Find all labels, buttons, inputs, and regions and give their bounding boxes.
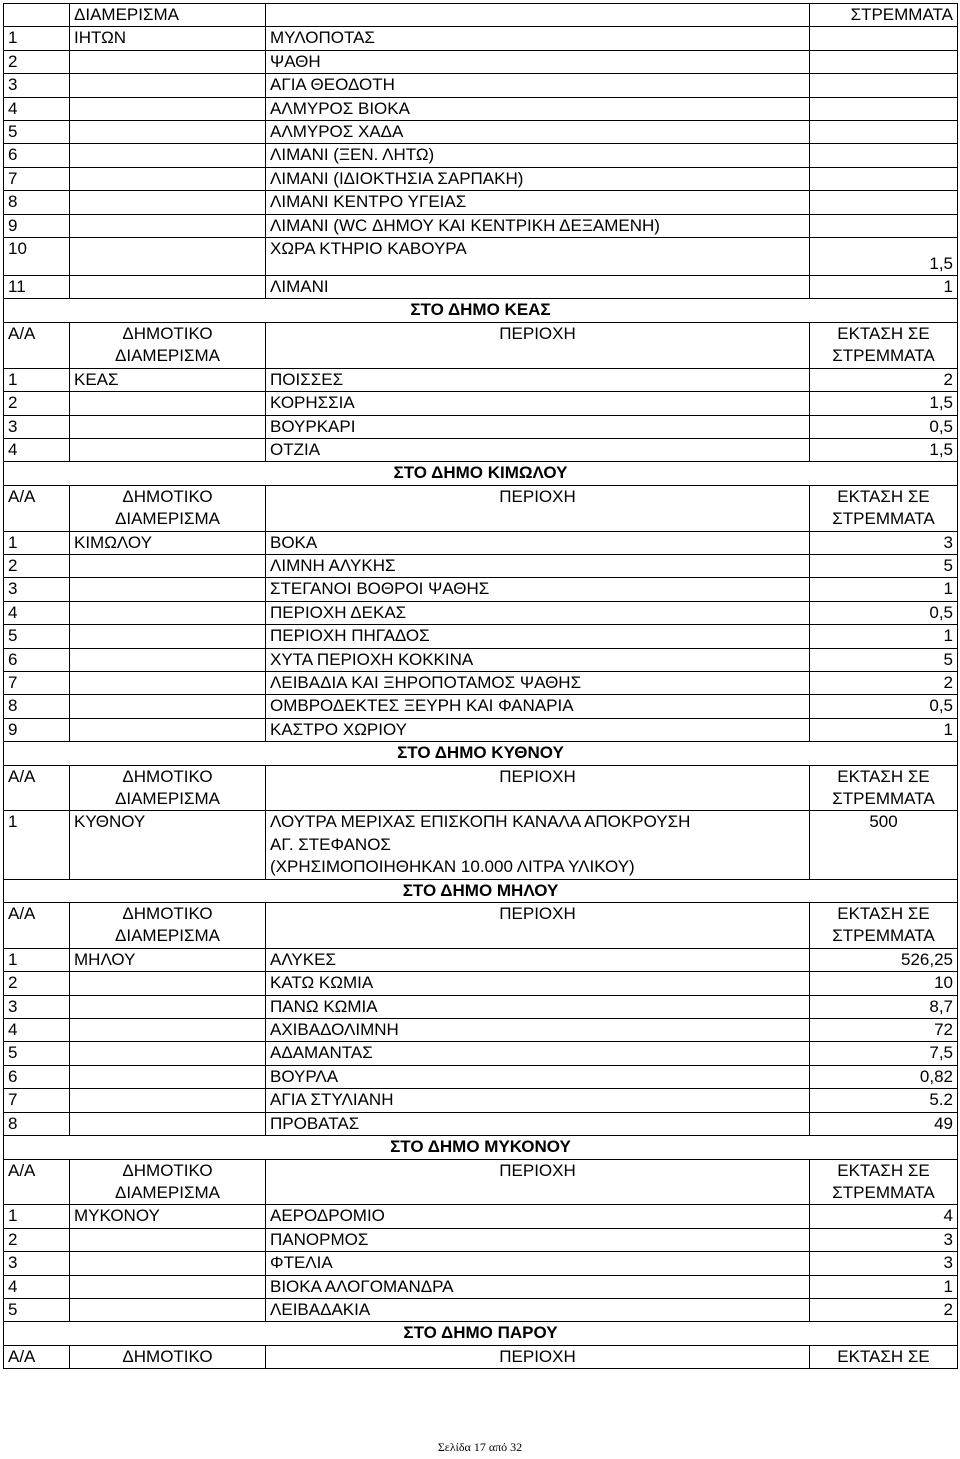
district-cell [70, 144, 266, 167]
table-row [4, 438, 958, 461]
place-cell: ΑΛΜΥΡΟΣ ΧΑΔΑ [266, 121, 810, 144]
table-row [4, 811, 958, 879]
area-cell [810, 167, 958, 190]
area-cell: 2 [810, 671, 958, 694]
row-number: 4 [4, 97, 70, 120]
header-district: ΔΙΑΜΕΡΙΣΜΑ [70, 4, 266, 27]
table-row [4, 1252, 958, 1275]
place-cell: ΒΟΥΡΚΑΡΙ [266, 415, 810, 438]
place-cell: ΑΛΜΥΡΟΣ ΒΙΟΚΑ [266, 97, 810, 120]
header-place: ΠΕΡΙΟΧΗ [266, 1345, 810, 1368]
area-cell: 2 [810, 368, 958, 391]
place-cell: ΟΜΒΡΟΔΕΚΤΕΣ ΞΕΥΡΗ ΚΑΙ ΦΑΝΑΡΙΑ [266, 695, 810, 718]
place-cell: ΛΕΙΒΑΔΙΑ ΚΑΙ ΞΗΡΟΠΟΤΑΜΟΣ ΨΑΘΗΣ [266, 671, 810, 694]
row-number: 7 [4, 167, 70, 190]
area-cell: 1,5 [810, 238, 958, 276]
place-cell: ΛΟΥΤΡΑ ΜΕΡΙΧΑΣ ΕΠΙΣΚΟΠΗ ΚΑΝΑΛΑ ΑΠΟΚΡΟΥΣΗ ΑΓ. ΣΤΕΦΑΝΟΣ (ΧΡΗΣΙΜΟΠΟΙΗΘΗΚΑΝ 10.000 ΛΙΤΡΑ ΥΛΙΚΟΥ) [266, 811, 810, 879]
section-title: ΣΤΟ ΔΗΜΟ ΜΥΚΟΝΟΥ [4, 1136, 958, 1159]
place-cell: ΠΑΝΩ ΚΩΜΙΑ [266, 995, 810, 1018]
row-number: 2 [4, 50, 70, 73]
row-number: 6 [4, 144, 70, 167]
area-cell: 1,5 [810, 438, 958, 461]
row-number: 1 [4, 27, 70, 50]
area-cell: 5 [810, 554, 958, 577]
row-number: 4 [4, 1019, 70, 1042]
district-cell [70, 1042, 266, 1065]
row-number: 9 [4, 214, 70, 237]
district-cell [70, 625, 266, 648]
row-number: 2 [4, 554, 70, 577]
row-number: 4 [4, 1275, 70, 1298]
row-number: 9 [4, 718, 70, 741]
row-number: 1 [4, 1205, 70, 1228]
row-number: 4 [4, 601, 70, 624]
area-cell: 1 [810, 1275, 958, 1298]
district-cell [70, 1112, 266, 1135]
header-extent: ΕΚΤΑΣΗ ΣΕ [810, 1345, 958, 1368]
row-number: 5 [4, 625, 70, 648]
place-cell: ΑΓΙΑ ΘΕΟΔΟΤΗ [266, 74, 810, 97]
district-cell [70, 601, 266, 624]
district-cell: ΚΙΜΩΛΟΥ [70, 531, 266, 554]
header-place: ΠΕΡΙΟΧΗ [266, 322, 810, 368]
area-cell: 5 [810, 648, 958, 671]
district-cell [70, 995, 266, 1018]
table-row [4, 74, 958, 97]
row-number: 5 [4, 1042, 70, 1065]
section-title-row [4, 879, 958, 902]
table-row [4, 1042, 958, 1065]
row-number: 1 [4, 368, 70, 391]
area-cell: 49 [810, 1112, 958, 1135]
district-cell [70, 1228, 266, 1251]
header-district: ΔΗΜΟΤΙΚΟ [70, 1345, 266, 1368]
row-number: 6 [4, 648, 70, 671]
section-title: ΣΤΟ ΔΗΜΟ ΠΑΡΟΥ [4, 1322, 958, 1345]
row-number: 7 [4, 671, 70, 694]
district-cell [70, 695, 266, 718]
table-row [4, 144, 958, 167]
table-row [4, 1228, 958, 1251]
place-cell: ΛΙΜΑΝΙ (ΞΕΝ. ΛΗΤΩ) [266, 144, 810, 167]
table-row [4, 167, 958, 190]
table-row [4, 1089, 958, 1112]
section-title: ΣΤΟ ΔΗΜΟ ΚΕΑΣ [4, 299, 958, 322]
table-row [4, 1205, 958, 1228]
table-row [4, 1019, 958, 1042]
district-cell [70, 191, 266, 214]
section-title: ΣΤΟ ΔΗΜΟ ΚΙΜΩΛΟΥ [4, 462, 958, 485]
column-header-row [4, 485, 958, 531]
table-row [4, 121, 958, 144]
place-cell: ΠΕΡΙΟΧΗ ΠΗΓΑΔΟΣ [266, 625, 810, 648]
place-cell: ΛΙΜΑΝΙ [266, 276, 810, 299]
table-row [4, 238, 958, 276]
area-cell: 5.2 [810, 1089, 958, 1112]
place-cell: ΚΑΤΩ ΚΩΜΙΑ [266, 972, 810, 995]
area-cell: 500 [810, 811, 958, 879]
page-footer: Σελίδα 17 από 32 [437, 1440, 523, 1454]
header-district: ΔΗΜΟΤΙΚΟ ΔΙΑΜΕΡΙΣΜΑ [70, 903, 266, 949]
table-row [4, 415, 958, 438]
table-row [4, 671, 958, 694]
district-cell [70, 1252, 266, 1275]
table-row [4, 995, 958, 1018]
place-cell: ΑΛΥΚΕΣ [266, 948, 810, 971]
area-cell: 1 [810, 276, 958, 299]
row-number: 3 [4, 995, 70, 1018]
table-row [4, 972, 958, 995]
place-cell: ΠΡΟΒΑΤΑΣ [266, 1112, 810, 1135]
place-cell: ΛΙΜΑΝΙ (ΙΔΙΟΚΤΗΣΙΑ ΣΑΡΠΑΚΗ) [266, 167, 810, 190]
place-cell: ΒΟΥΡΛΑ [266, 1065, 810, 1088]
place-cell: ΑΧΙΒΑΔΟΛΙΜΝΗ [266, 1019, 810, 1042]
column-header-row [4, 765, 958, 811]
area-cell: 1 [810, 578, 958, 601]
district-cell [70, 1275, 266, 1298]
header-district: ΔΗΜΟΤΙΚΟ ΔΙΑΜΕΡΙΣΜΑ [70, 322, 266, 368]
area-cell [810, 50, 958, 73]
area-cell: 3 [810, 531, 958, 554]
place-cell: ΒΙΟΚΑ ΑΛΟΓΟΜΑΝΔΡΑ [266, 1275, 810, 1298]
district-cell: ΜΥΚΟΝΟΥ [70, 1205, 266, 1228]
table-row [4, 948, 958, 971]
header-aa: Α/Α [4, 1159, 70, 1205]
row-number: 1 [4, 811, 70, 879]
district-cell [70, 238, 266, 276]
row-number: 3 [4, 74, 70, 97]
header-area: ΣΤΡΕΜΜΑΤΑ [810, 4, 958, 27]
section-title-row [4, 1136, 958, 1159]
table-row [4, 1275, 958, 1298]
table-row [4, 578, 958, 601]
row-number: 2 [4, 1228, 70, 1251]
district-cell [70, 1298, 266, 1321]
section-title-row [4, 1322, 958, 1345]
table-row [4, 1065, 958, 1088]
district-cell [70, 392, 266, 415]
place-cell: ΛΙΜΑΝΙ (WC ΔΗΜΟΥ ΚΑΙ ΚΕΝΤΡΙΚΗ ΔΕΞΑΜΕΝΗ) [266, 214, 810, 237]
header-aa: Α/Α [4, 1345, 70, 1368]
header-aa: Α/Α [4, 322, 70, 368]
district-cell [70, 1019, 266, 1042]
place-cell: ΣΤΕΓΑΝΟΙ ΒΟΘΡΟΙ ΨΑΘΗΣ [266, 578, 810, 601]
area-cell: 0,5 [810, 415, 958, 438]
header-place: ΠΕΡΙΟΧΗ [266, 903, 810, 949]
row-number: 11 [4, 276, 70, 299]
district-cell [70, 972, 266, 995]
column-header-row [4, 322, 958, 368]
table-row [4, 625, 958, 648]
district-cell: ΜΗΛΟΥ [70, 948, 266, 971]
area-cell [810, 121, 958, 144]
place-cell: ΒΟΚΑ [266, 531, 810, 554]
place-cell: ΧΥΤΑ ΠΕΡΙΟΧΗ ΚΟΚΚΙΝΑ [266, 648, 810, 671]
place-cell: ΟΤΖΙΑ [266, 438, 810, 461]
district-cell [70, 167, 266, 190]
area-cell: 3 [810, 1228, 958, 1251]
area-cell: 1 [810, 718, 958, 741]
header-district: ΔΗΜΟΤΙΚΟ ΔΙΑΜΕΡΙΣΜΑ [70, 485, 266, 531]
header-place: ΠΕΡΙΟΧΗ [266, 765, 810, 811]
area-cell [810, 144, 958, 167]
area-cell [810, 74, 958, 97]
table-row [4, 695, 958, 718]
section-title: ΣΤΟ ΔΗΜΟ ΚΥΘΝΟΥ [4, 742, 958, 765]
district-cell: ΚΕΑΣ [70, 368, 266, 391]
area-cell: 0,82 [810, 1065, 958, 1088]
area-cell: 1 [810, 625, 958, 648]
table-row [4, 50, 958, 73]
district-cell [70, 1089, 266, 1112]
district-cell [70, 50, 266, 73]
place-cell: ΦΤΕΛΙΑ [266, 1252, 810, 1275]
section-title-row [4, 742, 958, 765]
table-row [4, 27, 958, 50]
area-cell: 8,7 [810, 995, 958, 1018]
area-cell [810, 97, 958, 120]
header-district: ΔΗΜΟΤΙΚΟ ΔΙΑΜΕΡΙΣΜΑ [70, 1159, 266, 1205]
row-number: 4 [4, 438, 70, 461]
municipal-areas-table [3, 3, 958, 1369]
row-number: 3 [4, 578, 70, 601]
header-aa: Α/Α [4, 903, 70, 949]
header-district: ΔΗΜΟΤΙΚΟ ΔΙΑΜΕΡΙΣΜΑ [70, 765, 266, 811]
place-cell: ΠΕΡΙΟΧΗ ΔΕΚΑΣ [266, 601, 810, 624]
area-cell [810, 27, 958, 50]
district-cell [70, 554, 266, 577]
row-number: 1 [4, 948, 70, 971]
table-row [4, 554, 958, 577]
place-cell: ΑΓΙΑ ΣΤΥΛΙΑΝΗ [266, 1089, 810, 1112]
column-header-row [4, 1159, 958, 1205]
place-cell: ΚΑΣΤΡΟ ΧΩΡΙΟΥ [266, 718, 810, 741]
table-row [4, 97, 958, 120]
place-cell: ΠΑΝΟΡΜΟΣ [266, 1228, 810, 1251]
table-row [4, 1298, 958, 1321]
continued-header-row [4, 4, 958, 27]
district-cell [70, 214, 266, 237]
district-cell [70, 438, 266, 461]
district-cell [70, 718, 266, 741]
place-cell: ΛΕΙΒΑΔΑΚΙΑ [266, 1298, 810, 1321]
area-cell: 0,5 [810, 695, 958, 718]
header-place: ΠΕΡΙΟΧΗ [266, 1159, 810, 1205]
column-header-row [4, 903, 958, 949]
row-number: 8 [4, 191, 70, 214]
header-cell [4, 4, 70, 27]
row-number: 1 [4, 531, 70, 554]
row-number: 5 [4, 121, 70, 144]
row-number: 3 [4, 1252, 70, 1275]
place-cell: ΧΩΡΑ ΚΤΗΡΙΟ ΚΑΒΟΥΡΑ [266, 238, 810, 276]
header-aa: Α/Α [4, 485, 70, 531]
district-cell [70, 415, 266, 438]
header-extent: ΕΚΤΑΣΗ ΣΕ ΣΤΡΕΜΜΑΤΑ [810, 485, 958, 531]
row-number: 2 [4, 972, 70, 995]
place-cell: ΜΥΛΟΠΟΤΑΣ [266, 27, 810, 50]
area-cell: 3 [810, 1252, 958, 1275]
table-row [4, 276, 958, 299]
area-cell [810, 191, 958, 214]
table-row [4, 368, 958, 391]
row-number: 8 [4, 1112, 70, 1135]
section-title-row [4, 462, 958, 485]
row-number: 3 [4, 415, 70, 438]
district-cell [70, 1065, 266, 1088]
row-number: 7 [4, 1089, 70, 1112]
district-cell [70, 276, 266, 299]
table-row [4, 531, 958, 554]
header-extent: ΕΚΤΑΣΗ ΣΕ ΣΤΡΕΜΜΑΤΑ [810, 1159, 958, 1205]
area-cell: 1,5 [810, 392, 958, 415]
row-number: 10 [4, 238, 70, 276]
district-cell: ΚΥΘΝΟΥ [70, 811, 266, 879]
row-number: 6 [4, 1065, 70, 1088]
area-cell: 0,5 [810, 601, 958, 624]
table-row [4, 1112, 958, 1135]
area-cell: 4 [810, 1205, 958, 1228]
header-aa: Α/Α [4, 765, 70, 811]
row-number: 5 [4, 1298, 70, 1321]
column-header-row [4, 1345, 958, 1368]
district-cell [70, 648, 266, 671]
place-cell: ΚΟΡΗΣΣΙΑ [266, 392, 810, 415]
area-cell: 10 [810, 972, 958, 995]
table-row [4, 392, 958, 415]
district-cell [70, 97, 266, 120]
place-cell: ΠΟΙΣΣΕΣ [266, 368, 810, 391]
area-cell: 72 [810, 1019, 958, 1042]
table-row [4, 191, 958, 214]
area-cell: 2 [810, 1298, 958, 1321]
district-cell: ΙΗΤΩΝ [70, 27, 266, 50]
area-cell: 7,5 [810, 1042, 958, 1065]
row-number: 8 [4, 695, 70, 718]
header-place: ΠΕΡΙΟΧΗ [266, 485, 810, 531]
area-cell [810, 214, 958, 237]
table-row [4, 601, 958, 624]
district-cell [70, 671, 266, 694]
header-cell [266, 4, 810, 27]
header-extent: ΕΚΤΑΣΗ ΣΕ ΣΤΡΕΜΜΑΤΑ [810, 903, 958, 949]
district-cell [70, 74, 266, 97]
place-cell: ΑΕΡΟΔΡΟΜΙΟ [266, 1205, 810, 1228]
table-row [4, 718, 958, 741]
place-cell: ΛΙΜΑΝΙ ΚΕΝΤΡΟ ΥΓΕΙΑΣ [266, 191, 810, 214]
table-row [4, 648, 958, 671]
district-cell [70, 578, 266, 601]
header-extent: ΕΚΤΑΣΗ ΣΕ ΣΤΡΕΜΜΑΤΑ [810, 765, 958, 811]
section-title: ΣΤΟ ΔΗΜΟ ΜΗΛΟΥ [4, 879, 958, 902]
district-cell [70, 121, 266, 144]
place-cell: ΛΙΜΝΗ ΑΛΥΚΗΣ [266, 554, 810, 577]
place-cell: ΨΑΘΗ [266, 50, 810, 73]
section-title-row [4, 299, 958, 322]
area-cell: 526,25 [810, 948, 958, 971]
table-row [4, 214, 958, 237]
header-extent: ΕΚΤΑΣΗ ΣΕ ΣΤΡΕΜΜΑΤΑ [810, 322, 958, 368]
place-cell: ΑΔΑΜΑΝΤΑΣ [266, 1042, 810, 1065]
row-number: 2 [4, 392, 70, 415]
